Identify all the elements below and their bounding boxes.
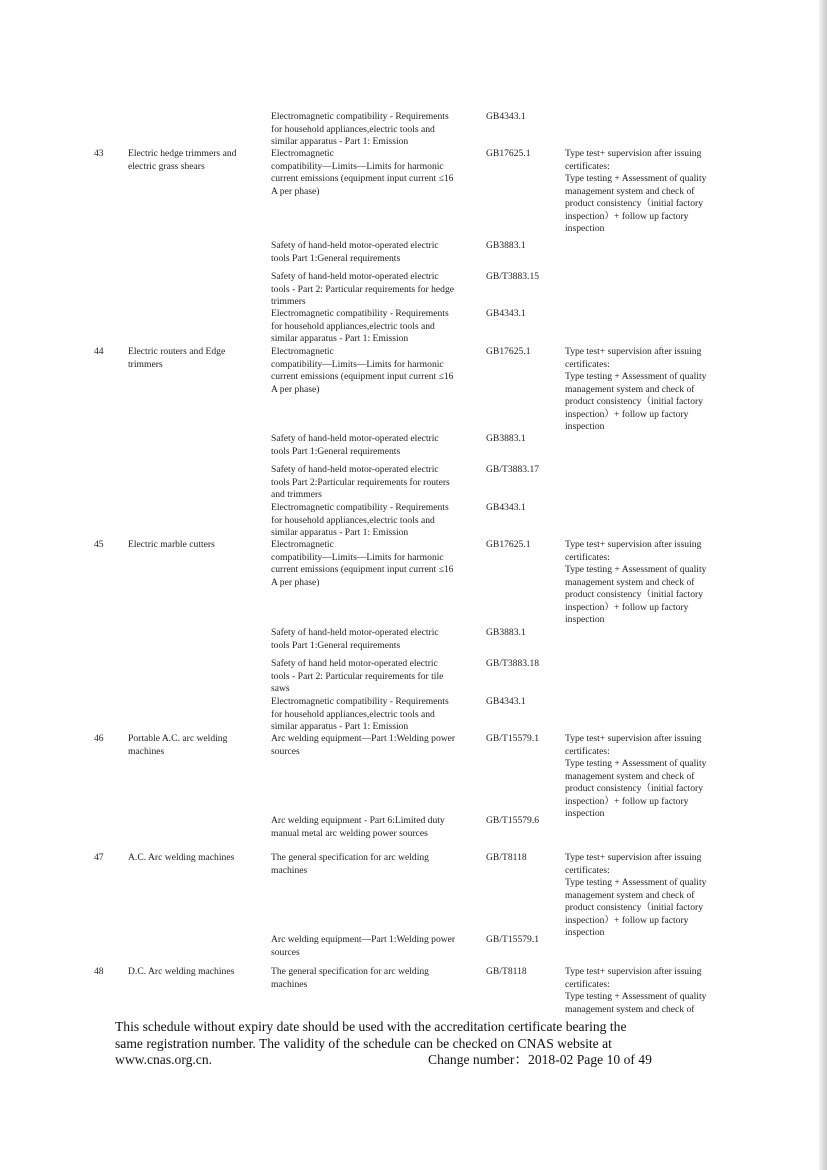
- standard-code-text: GB/T3883.17: [486, 464, 540, 475]
- standard-code-text: GB17625.1: [486, 148, 531, 159]
- standard-code-text: GB/T3883.18: [486, 658, 540, 669]
- schedule-row: [0, 502, 827, 539]
- standard-title-line: Safety of hand held motor-operated electric: [271, 658, 438, 669]
- item-number-text: 46: [94, 733, 104, 744]
- standard-code: [486, 966, 561, 979]
- schedule-row: [0, 148, 827, 240]
- certification-mode-line: Type test+ supervision after issuing: [565, 539, 702, 550]
- standard-title: [271, 433, 476, 458]
- certification-mode-line: management system and check of: [565, 889, 695, 901]
- standard-title-line: and trimmers: [271, 489, 322, 500]
- footer-website: www.cnas.org.cn.: [115, 1052, 213, 1068]
- certification-mode-line: inspection）+ follow up factory: [565, 914, 689, 926]
- standard-title-line: similar apparatus - Part 1: Emission: [271, 721, 409, 732]
- item-number-text: 44: [94, 346, 104, 357]
- certification-mode-line: certificates:: [565, 358, 610, 370]
- standard-code: [486, 111, 561, 124]
- standard-code-text: GB3883.1: [486, 627, 526, 638]
- standard-title: [271, 815, 476, 840]
- item-number: [94, 148, 118, 161]
- certification-mode-line: certificates:: [565, 160, 610, 172]
- page-footer: [115, 1019, 685, 1069]
- standard-title-line: compatibility—Limits—Limits for harmonic: [271, 358, 444, 370]
- product-name: [128, 346, 263, 371]
- standard-title: [271, 502, 476, 540]
- standard-code-text: GB4343.1: [486, 502, 526, 513]
- standard-title-line: similar apparatus - Part 1: Emission: [271, 333, 409, 344]
- certification-mode-line: product consistency（initial factory: [565, 396, 704, 407]
- standard-title-line: for household appliances,electric tools and: [271, 123, 435, 135]
- schedule-row: [0, 696, 827, 733]
- standard-title-line: tools - Part 2: Particular requirements for hedge: [271, 283, 455, 295]
- standard-code: [486, 502, 561, 515]
- standard-code: [486, 852, 561, 865]
- schedule-row: [0, 815, 827, 852]
- schedule-row: [0, 240, 827, 271]
- item-number-text: 43: [94, 148, 104, 159]
- standard-title-line: current emissions (equipment input current ≤16: [271, 564, 454, 575]
- certification-mode-line: Type testing + Assessment of quality: [565, 173, 707, 184]
- standard-title-line: current emissions (equipment input current ≤16: [271, 371, 454, 382]
- standard-code-text: GB/T8118: [486, 966, 527, 977]
- standard-title-line: compatibility—Limits—Limits for harmonic: [271, 160, 444, 172]
- standard-title-line: for household appliances,electric tools and: [271, 514, 435, 526]
- certification-mode-line: product consistency（initial factory: [565, 589, 704, 600]
- standard-title: [271, 346, 476, 396]
- standard-title: [271, 308, 476, 346]
- certification-mode-line: inspection: [565, 614, 605, 625]
- standard-title-line: The general specification for arc welding: [271, 852, 429, 863]
- standard-title-line: Electromagnetic compatibility - Requirements: [271, 696, 449, 707]
- item-number-text: 47: [94, 852, 104, 863]
- certification-mode-line: Type testing + Assessment of quality: [565, 758, 707, 769]
- schedule-row: [0, 539, 827, 627]
- schedule-row: [0, 658, 827, 696]
- standard-title: [271, 464, 476, 502]
- standard-title-line: The general specification for arc welding: [271, 966, 429, 977]
- standard-title-line: Safety of hand-held motor-operated electric: [271, 627, 439, 638]
- certification-mode-line: management system and check of: [565, 1003, 695, 1015]
- standard-title: [271, 111, 476, 149]
- certification-mode: [565, 148, 740, 236]
- schedule-row: [0, 308, 827, 346]
- footer-line-2: same registration number. The validity of the schedule can be checked on CNAS website at: [115, 1035, 612, 1051]
- standard-code-text: GB3883.1: [486, 433, 526, 444]
- standard-title: [271, 271, 476, 309]
- schedule-row: [0, 271, 827, 308]
- standard-code: [486, 658, 561, 671]
- standard-code-text: GB/T3883.15: [486, 271, 540, 282]
- item-number-text: 48: [94, 966, 104, 977]
- product-name: [128, 148, 263, 173]
- item-number-text: 45: [94, 539, 104, 550]
- standard-code-text: GB/T15579.1: [486, 733, 540, 744]
- certification-mode-line: certificates:: [565, 978, 610, 990]
- standard-title-line: A per phase): [271, 576, 320, 588]
- standard-title-line: trimmers: [271, 296, 306, 307]
- standard-title-line: Safety of hand-held motor-operated electric: [271, 240, 439, 251]
- schedule-row: [0, 966, 827, 1016]
- certification-mode-line: inspection）+ follow up factory: [565, 210, 689, 222]
- certification-mode-line: Type testing + Assessment of quality: [565, 371, 707, 382]
- certification-mode-line: Type test+ supervision after issuing: [565, 852, 702, 863]
- item-number: [94, 733, 118, 746]
- standard-title-line: tools Part 1:General requirements: [271, 252, 401, 264]
- standard-title-line: tools - Part 2: Particular requirements for tile: [271, 670, 444, 682]
- product-name-line: machines: [128, 745, 165, 757]
- item-number: [94, 346, 118, 359]
- product-name-line: trimmers: [128, 358, 163, 370]
- standard-title: [271, 148, 476, 198]
- certification-mode-line: certificates:: [565, 864, 610, 876]
- schedule-row: [0, 433, 827, 464]
- standard-code-text: GB/T8118: [486, 852, 527, 863]
- certification-mode-line: Type test+ supervision after issuing: [565, 733, 702, 744]
- product-name: [128, 539, 263, 552]
- certification-mode-line: Type testing + Assessment of quality: [565, 564, 707, 575]
- standard-code: [486, 934, 561, 947]
- certification-mode-line: inspection）+ follow up factory: [565, 601, 689, 613]
- schedule-row: [0, 111, 827, 148]
- standard-title-line: Arc welding equipment - Part 6:Limited duty: [271, 815, 445, 826]
- standard-title: [271, 696, 476, 734]
- schedule-row: [0, 346, 827, 433]
- certification-mode-line: certificates:: [565, 745, 610, 757]
- standard-code: [486, 308, 561, 321]
- certification-mode-line: management system and check of: [565, 383, 695, 395]
- standard-code-text: GB4343.1: [486, 308, 526, 319]
- standard-title-line: tools Part 1:General requirements: [271, 445, 401, 457]
- standard-title-line: similar apparatus - Part 1: Emission: [271, 527, 409, 538]
- certification-mode: [565, 346, 740, 434]
- standard-code: [486, 240, 561, 253]
- standard-code: [486, 433, 561, 446]
- product-name-line: A.C. Arc welding machines: [128, 852, 235, 863]
- standard-code-text: GB17625.1: [486, 346, 531, 357]
- standard-code: [486, 464, 561, 477]
- standard-title-line: A per phase): [271, 383, 320, 395]
- standard-title-line: Safety of hand-held motor-operated electric: [271, 271, 439, 282]
- standard-title-line: tools Part 1:General requirements: [271, 639, 401, 651]
- standard-title-line: Safety of hand-held motor-operated electric: [271, 464, 439, 475]
- item-number: [94, 852, 118, 865]
- schedule-row: [0, 464, 827, 502]
- standard-title-line: for household appliances,electric tools and: [271, 320, 435, 332]
- schedule-row: [0, 934, 827, 966]
- certification-mode-line: product consistency（initial factory: [565, 902, 704, 913]
- standard-code: [486, 271, 561, 284]
- standard-title-line: Arc welding equipment—Part 1:Welding power: [271, 934, 456, 945]
- certification-mode-line: Type test+ supervision after issuing: [565, 148, 702, 159]
- standard-code: [486, 733, 561, 746]
- standard-title-line: Electromagnetic compatibility - Requirements: [271, 308, 449, 319]
- standard-title: [271, 658, 476, 696]
- certification-mode-line: product consistency（initial factory: [565, 198, 704, 209]
- accreditation-schedule-table: [0, 111, 827, 1016]
- standard-code: [486, 696, 561, 709]
- certification-mode-line: inspection: [565, 927, 605, 938]
- product-name-line: Electric marble cutters: [128, 539, 215, 550]
- schedule-row: [0, 733, 827, 819]
- product-name-line: D.C. Arc welding machines: [128, 966, 235, 977]
- standard-code: [486, 148, 561, 161]
- standard-code: [486, 627, 561, 640]
- schedule-row: [0, 852, 827, 938]
- standard-title: [271, 627, 476, 652]
- certification-mode-line: management system and check of: [565, 185, 695, 197]
- certification-mode: [565, 733, 740, 821]
- standard-title-line: current emissions (equipment input current ≤16: [271, 173, 454, 184]
- certification-mode: [565, 852, 740, 940]
- standard-title: [271, 852, 476, 877]
- certification-mode-line: inspection: [565, 421, 605, 432]
- standard-code: [486, 539, 561, 552]
- standard-title: [271, 240, 476, 265]
- standard-title: [271, 966, 476, 991]
- certification-mode-line: inspection）+ follow up factory: [565, 408, 689, 420]
- standard-title-line: for household appliances,electric tools and: [271, 708, 435, 720]
- standard-title-line: manual metal arc welding power sources: [271, 827, 428, 839]
- certification-mode-line: certificates:: [565, 551, 610, 563]
- standard-code: [486, 815, 561, 828]
- standard-code-text: GB4343.1: [486, 696, 526, 707]
- item-number: [94, 539, 118, 552]
- standard-title: [271, 539, 476, 589]
- product-name: [128, 852, 263, 865]
- standard-title-line: saws: [271, 683, 290, 694]
- certification-mode-line: Type test+ supervision after issuing: [565, 966, 702, 977]
- standard-code-text: GB/T15579.1: [486, 934, 540, 945]
- standard-title-line: Electromagnetic compatibility - Requirements: [271, 502, 449, 513]
- certification-mode-line: Type testing + Assessment of quality: [565, 991, 707, 1002]
- standard-title-line: Electromagnetic compatibility - Requirements: [271, 111, 449, 122]
- product-name: [128, 966, 263, 979]
- standard-title-line: similar apparatus - Part 1: Emission: [271, 136, 409, 147]
- standard-code-text: GB4343.1: [486, 111, 526, 122]
- footer-line-3: [115, 1052, 685, 1069]
- certification-mode-line: inspection: [565, 808, 605, 819]
- standard-code-text: GB3883.1: [486, 240, 526, 251]
- standard-title-line: sources: [271, 745, 300, 757]
- standard-title-line: compatibility—Limits—Limits for harmonic: [271, 551, 444, 563]
- standard-code-text: GB/T15579.6: [486, 815, 540, 826]
- standard-title: [271, 733, 476, 758]
- footer-change-number: Change number：2018-02 Page 10 of 49: [428, 1052, 652, 1068]
- certification-mode: [565, 966, 740, 1016]
- product-name-line: electric grass shears: [128, 160, 205, 172]
- standard-title-line: Arc welding equipment—Part 1:Welding power: [271, 733, 456, 744]
- product-name-line: Portable A.C. arc welding: [128, 733, 228, 744]
- standard-title-line: Electromagnetic: [271, 539, 334, 550]
- certification-mode-line: Type test+ supervision after issuing: [565, 346, 702, 357]
- standard-code: [486, 346, 561, 359]
- standard-title-line: Electromagnetic: [271, 148, 334, 159]
- item-number: [94, 966, 118, 979]
- standard-title: [271, 934, 476, 959]
- standard-title-line: Safety of hand-held motor-operated electric: [271, 433, 439, 444]
- certification-mode: [565, 539, 740, 627]
- product-name: [128, 733, 263, 758]
- schedule-row: [0, 627, 827, 658]
- standard-title-line: machines: [271, 978, 308, 990]
- standard-title-line: A per phase): [271, 185, 320, 197]
- certification-mode-line: product consistency（initial factory: [565, 783, 704, 794]
- standard-code-text: GB17625.1: [486, 539, 531, 550]
- certification-mode-line: management system and check of: [565, 576, 695, 588]
- standard-title-line: machines: [271, 864, 308, 876]
- footer-line-1: This schedule without expiry date should be used with the accreditation certificate bearing the: [115, 1019, 627, 1034]
- certification-mode-line: inspection: [565, 223, 605, 234]
- standard-title-line: tools Part 2:Particular requirements for routers: [271, 476, 450, 488]
- certification-mode-line: Type testing + Assessment of quality: [565, 877, 707, 888]
- product-name-line: Electric hedge trimmers and: [128, 148, 237, 159]
- standard-title-line: sources: [271, 946, 300, 958]
- standard-title-line: Electromagnetic: [271, 346, 334, 357]
- certification-mode-line: inspection）+ follow up factory: [565, 795, 689, 807]
- certification-mode-line: management system and check of: [565, 770, 695, 782]
- product-name-line: Electric routers and Edge: [128, 346, 226, 357]
